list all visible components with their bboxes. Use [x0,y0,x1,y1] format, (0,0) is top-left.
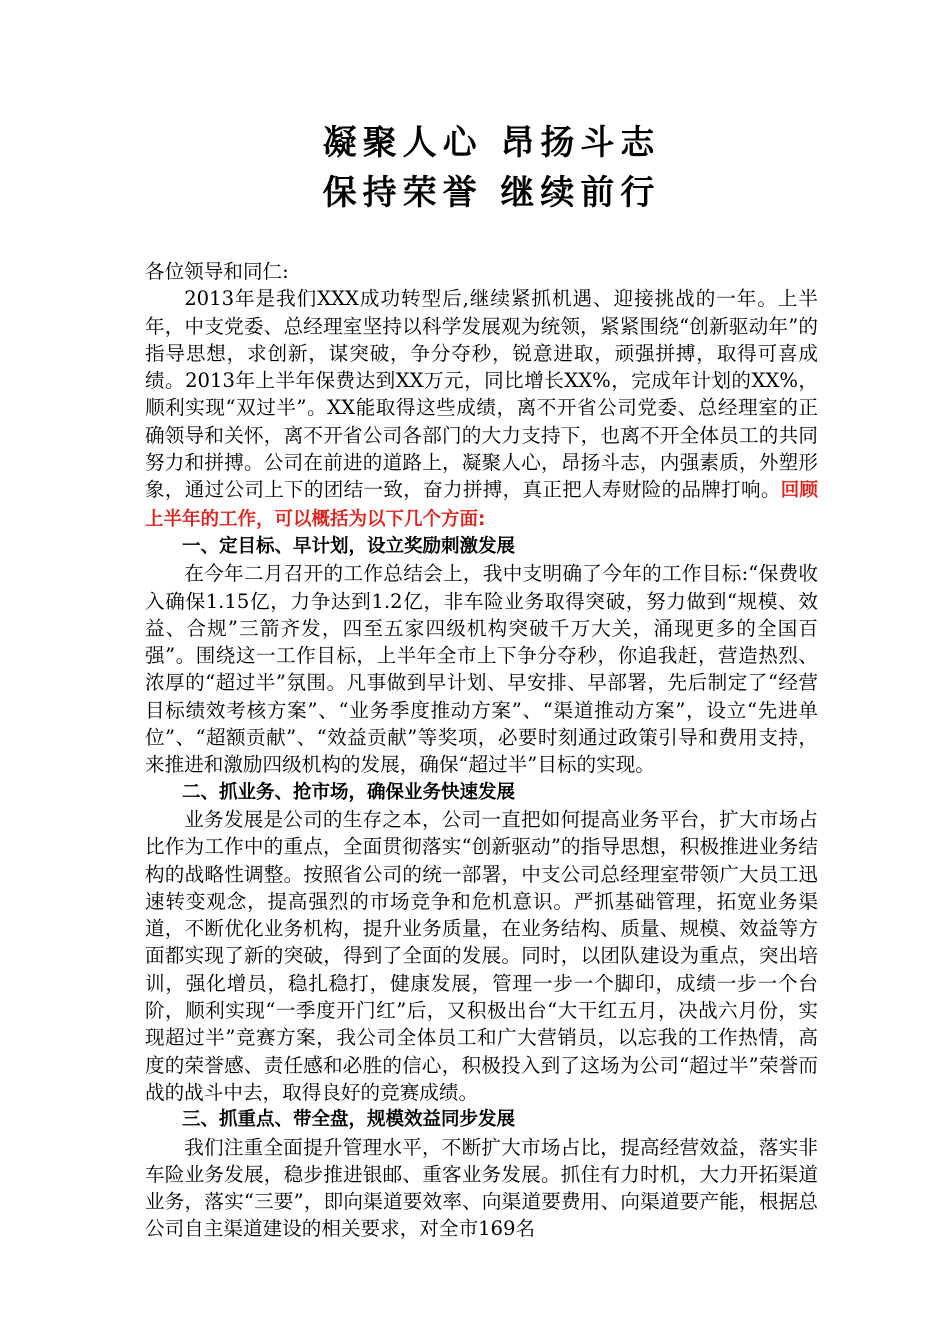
section-heading-1: 一、定目标、早计划，设立奖励刺激发展 [182,535,516,557]
section-body-2: 业务发展是公司的生存之本，公司一直把如何提高业务平台，扩大市场占比作为工作中的重点，全面贯彻落实“创新驱动”的指导思想，积极推进业务结构的战略性调整。按照省公司的统一部署，中支公司总经理室带领广大员工迅速转变观念，提高强烈的市场竞争和危机意识。严抓基础管理，拓宽业务渠道，不断优化业务机构，提升业务质量，在业务结构、质量、规模、效益等方面都实现了新的突破，得到了全面的发展。同时，以团队建设为重点，突出培训，强化增员，稳扎稳打，健康发展，管理一步一个脚印，成绩一步一个台阶，顺利实现“一季度开门红”后，又积极出台“大干红五月，决战六月份，实现超过半”竞赛方案，我公司全体员工和广大营销员，以忘我的工作热情，高度的荣誉感、责任感和必胜的信心，积极投入到了这场为公司“超过半”荣誉而战的战斗中去，取得良好的竞赛成绩。 [145,807,818,1104]
intro-paragraph [145,285,818,533]
section-body-3: 我们注重全面提升管理水平，不断扩大市场占比，提高经营效益，落实非车险业务发展，稳步推进银邮、重客业务发展。抓住有力时机，大力开拓渠道业务，落实“三要”，即向渠道要效率、向渠道要费用、向渠道要产能，根据总公司自主渠道建设的相关要求，对全市169名 [145,1135,818,1241]
salutation: 各位领导和同仁: [145,260,289,283]
title-line-1: 凝聚人心 昂扬斗志 [322,123,661,163]
section-body-1: 在今年二月召开的工作总结会上，我中支明确了今年的工作目标:“保费收入确保1.15亿，力争达到1.2亿，非车险业务取得突破，努力做到“规模、效益、合规”三箭齐发，四至五家四级机构突破千万大关，涌现更多的全国百强”。围绕这一工作目标，上半年全市上下争分夺秒，你追我赶，营造热烈、浓厚的“超过半”氛围。凡事做到早计划、早安排、早部署，先后制定了“经营目标绩效考核方案”、“业务季度推动方案”、“渠道推动方案”，设立“先进单位”、“超额贡献”、“效益贡献”等奖项，必要时刻通过政策引导和费用支持，来推进和激励四级机构的发展，确保“超过半”目标的实现。 [145,562,818,777]
section-heading-3: 三、抓重点、带全盘，规模效益同步发展 [182,1109,516,1131]
intro-highlight: 回顾上半年的工作，可以概括为以下几个方面: [145,480,818,530]
title-block [165,118,818,218]
section-heading-2: 二、抓业务、抢市场，确保业务快速发展 [182,781,516,803]
intro-text: 2013年是我们XXX成功转型后,继续紧抓机遇、迎接挑战的一年。上半年，中支党委、总经理室坚持以科学发展观为统领，紧紧围绕“创新驱动年”的指导思想，求创新，谋突破，争分夺秒，锐意进取，顽强拼搏，取得可喜成绩。2013年上半年保费达到XX万元，同比增长XX%，完成年计划的XX%，顺利实现“双过半”。XX能取得这些成绩，离不开省公司党委、总经理室的正确领导和关怀，离不开省公司各部门的大力支持下，也离不开全体员工的共同努力和拼搏。公司在前进的道路上，凝聚人心，昂扬斗志，内强素质，外塑形象，通过公司上下的团结一致，奋力拼搏，真正把人寿财险的品牌打响。 [145,287,818,502]
title-line-2: 保持荣誉 继续前行 [322,173,661,213]
